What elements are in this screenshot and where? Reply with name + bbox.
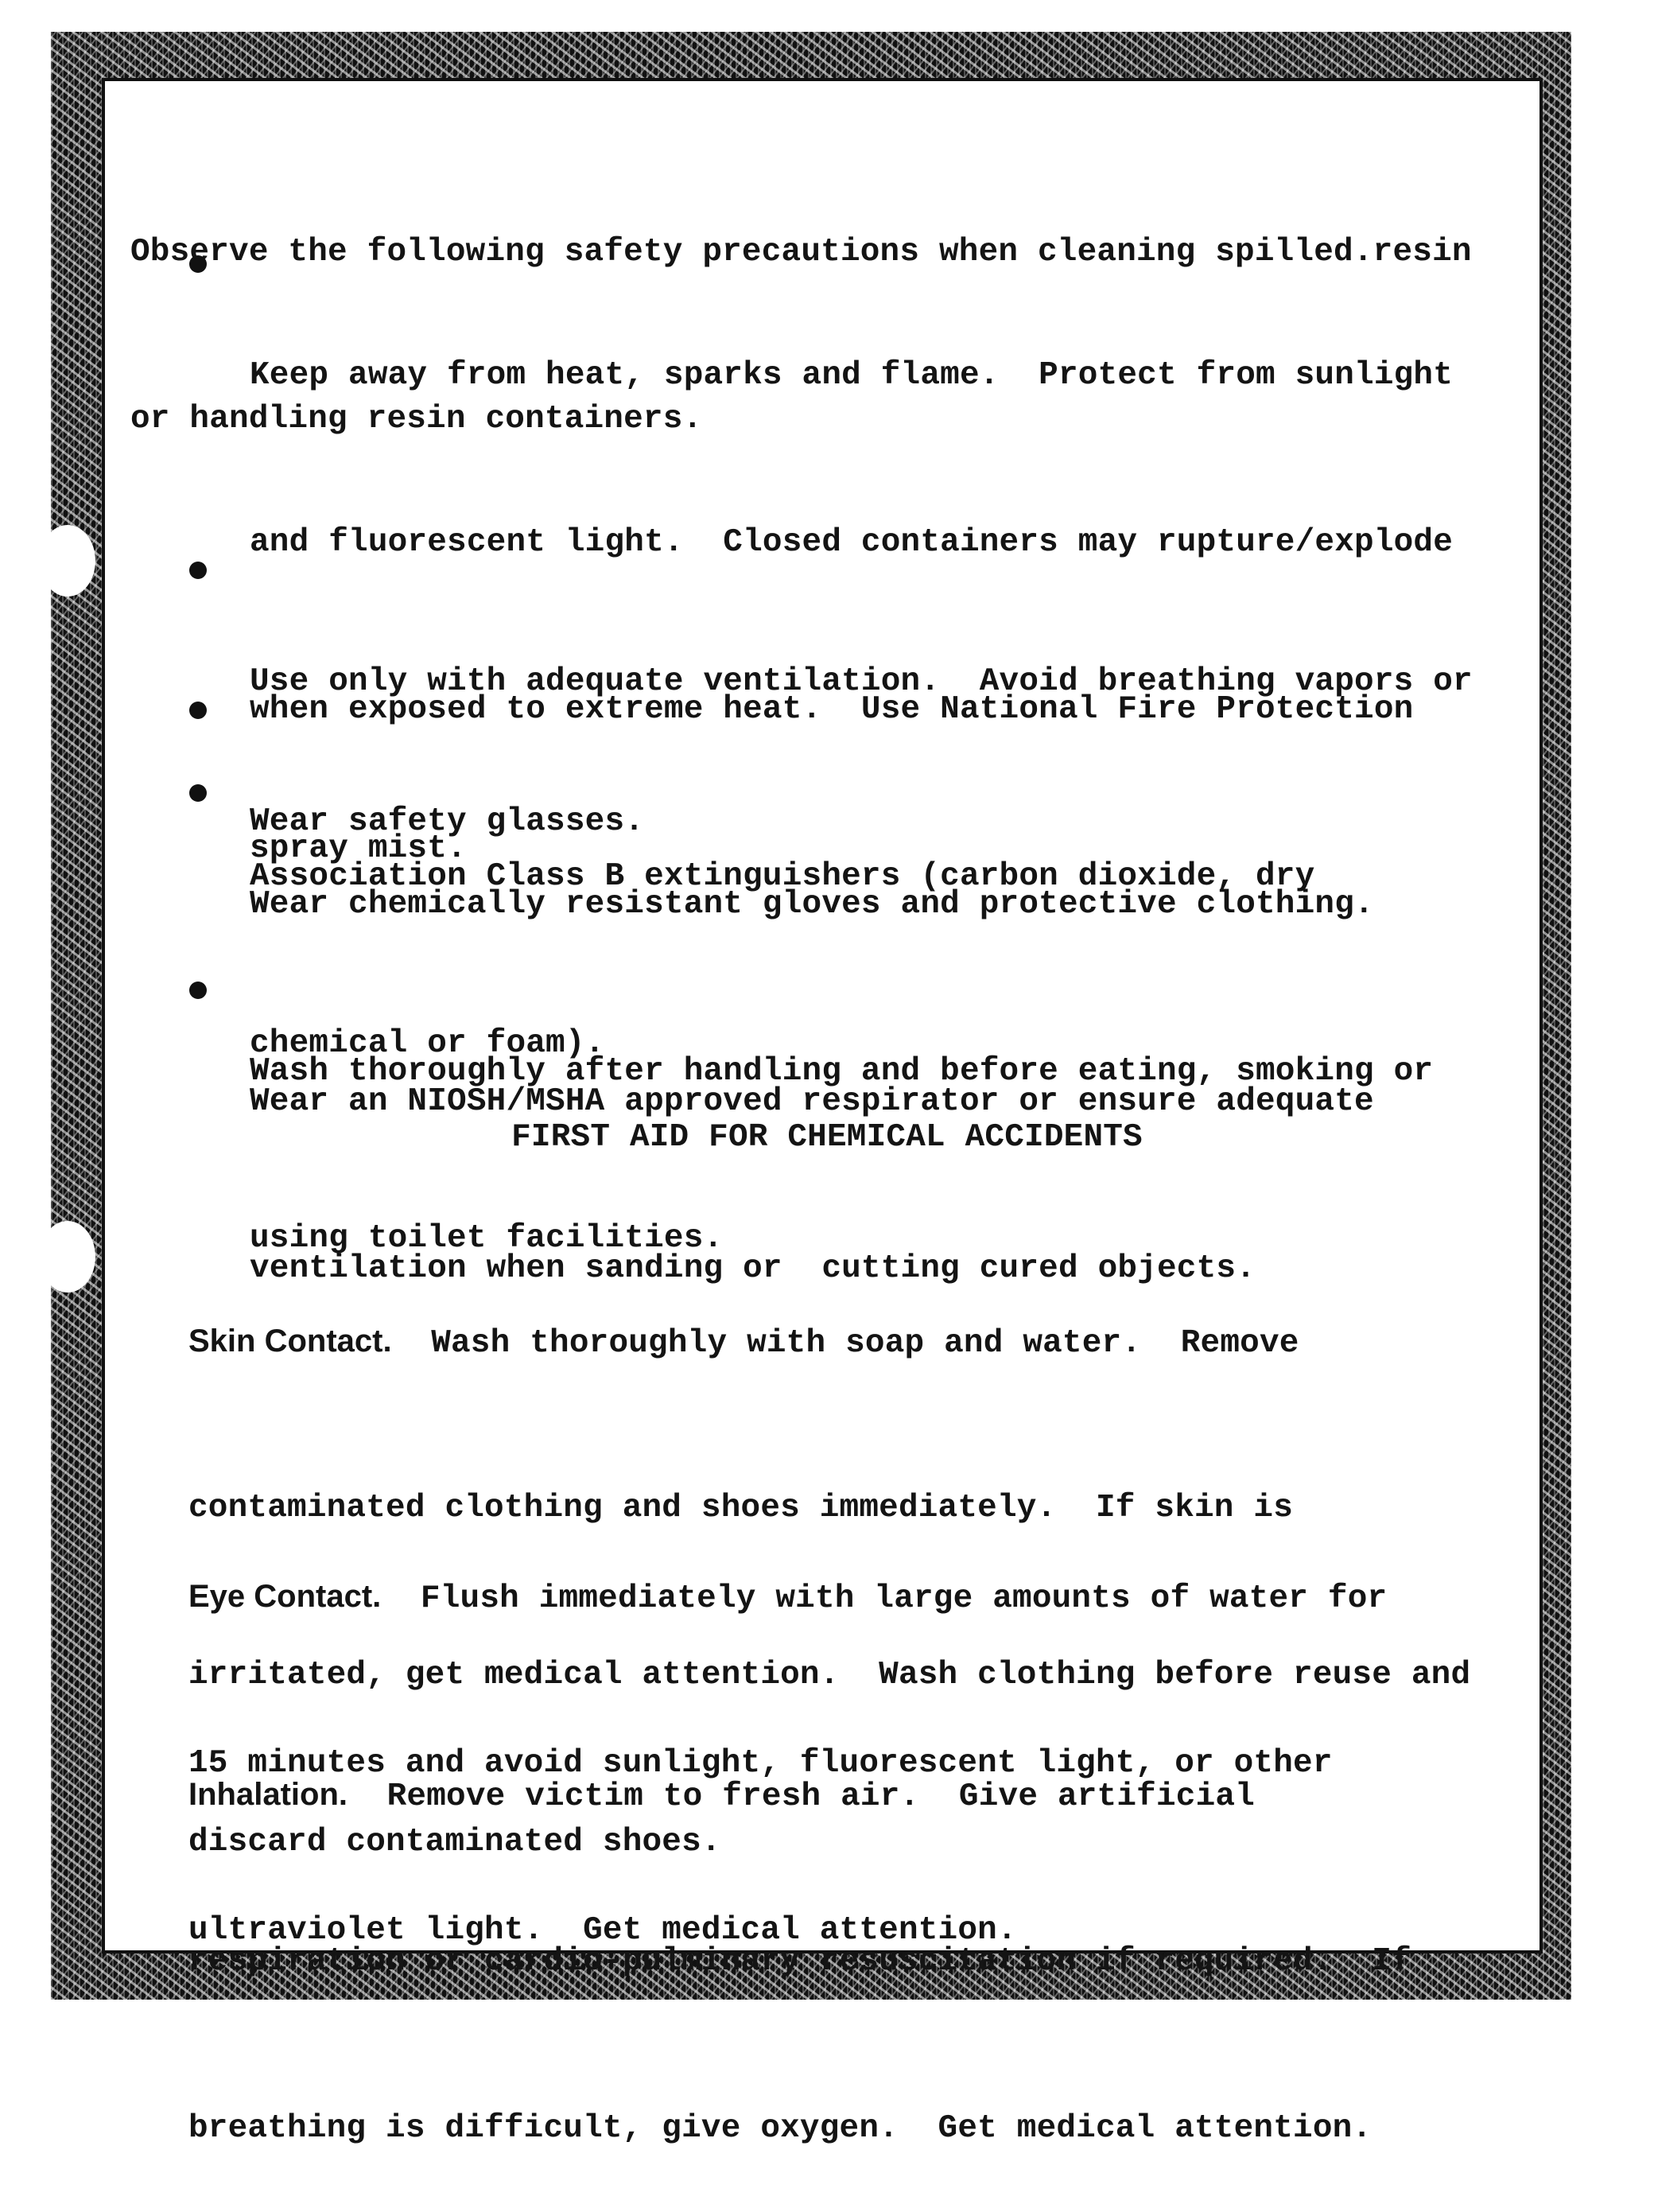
first-aid-heading: FIRST AID FOR CHEMICAL ACCIDENTS bbox=[0, 1110, 1654, 1165]
paragraph-line: breathing is difficult, give oxygen. Get medical attention. bbox=[188, 2101, 1411, 2156]
bullet-icon bbox=[189, 562, 207, 579]
bullet-line: Wear an NIOSH/MSHA approved respirator or ensure adequate bbox=[250, 1074, 1374, 1129]
bullet-line: Use only with adequate ventilation. Avoid breathing vapors or bbox=[250, 654, 1473, 709]
punch-hole bbox=[40, 525, 95, 597]
bullet-icon bbox=[189, 784, 207, 802]
bullet-line: Association Class B extinguishers (carbon dioxide, dry bbox=[250, 849, 1453, 904]
paragraph-line: irritated, get medical attention. Wash clothing before reuse and bbox=[188, 1647, 1470, 1703]
paragraph-line: ultraviolet light. Get medical attention. bbox=[188, 1903, 1387, 1958]
punch-hole bbox=[40, 1221, 95, 1293]
paragraph-line: discard contaminated shoes. bbox=[188, 1814, 1470, 1870]
bullet-line: ventilation when sanding or cutting cured objects. bbox=[250, 1241, 1374, 1296]
bullet-icon bbox=[189, 702, 207, 719]
paragraph-line: respiration or cardio-pulminary resuscitation if required. If bbox=[188, 1934, 1411, 1989]
bullet-line: using toilet facilities. bbox=[250, 1211, 1433, 1266]
paragraph-line: contaminated clothing and shoes immediately. If skin is bbox=[188, 1480, 1470, 1536]
bullet-line: Wear safety glasses. bbox=[250, 794, 644, 849]
bullet-icon bbox=[189, 255, 207, 273]
bullet-line: Keep away from heat, sparks and flame. Protect from sunlight bbox=[250, 348, 1453, 403]
eye-contact-label: Eye Contact. bbox=[188, 1579, 381, 1614]
paragraph-line: 15 minutes and avoid sunlight, fluorescent light, or other bbox=[188, 1736, 1387, 1791]
intro-line: Observe the following safety precautions when cleaning spilled.resin bbox=[130, 224, 1472, 280]
inhalation-label: Inhalation. bbox=[188, 1777, 347, 1812]
bullet-line: Wash thoroughly after handling and before eating, smoking or bbox=[250, 1044, 1433, 1099]
paragraph-line: Remove victim to fresh air. Give artificial bbox=[347, 1779, 1255, 1815]
bullet-line: spray mist. bbox=[250, 821, 1473, 877]
paragraph-line: Wash thoroughly with soap and water. Remove bbox=[392, 1325, 1299, 1362]
intro-line: or handling resin containers. bbox=[130, 391, 1472, 447]
skin-contact-label: Skin Contact. bbox=[188, 1324, 392, 1359]
paragraph-line: Flush immediately with large amounts of water for bbox=[381, 1580, 1387, 1617]
bullet-line: chemical or foam). bbox=[250, 1016, 1453, 1071]
bullet-icon bbox=[189, 982, 207, 999]
bullet-line: Wear chemically resistant gloves and protective clothing. bbox=[250, 877, 1433, 932]
bullet-line: when exposed to extreme heat. Use National Fire Protection bbox=[250, 682, 1453, 737]
bullet-line: and fluorescent light. Closed containers may rupture/explode bbox=[250, 515, 1453, 570]
inhalation-paragraph bbox=[188, 1655, 1411, 2212]
